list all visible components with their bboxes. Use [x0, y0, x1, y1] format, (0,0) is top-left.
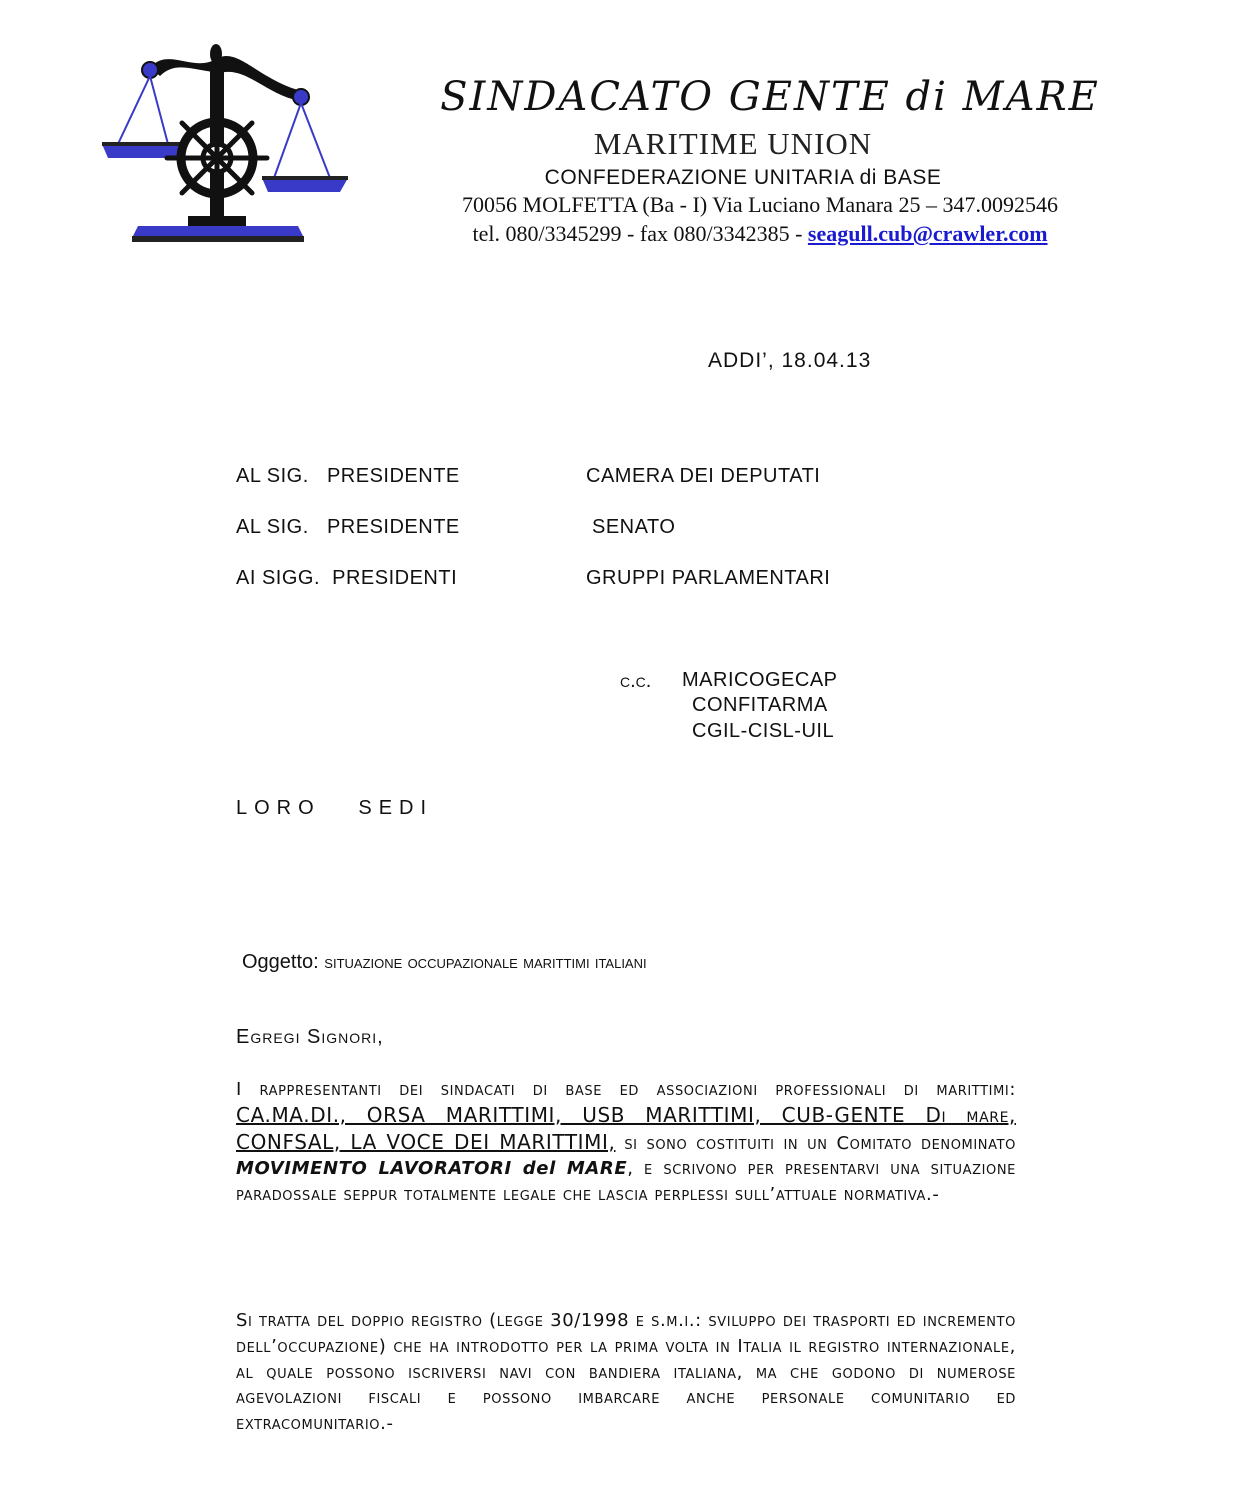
subject-line [242, 951, 647, 974]
recipient-org: SENATO [592, 516, 676, 538]
body-paragraph-1 [236, 1077, 1016, 1208]
cc-label: c.c. [620, 670, 652, 692]
loro-sedi: LORO SEDI [236, 797, 434, 819]
cc-item: MARICOGECAP [682, 669, 838, 691]
paragraph-text: I rappresentanti dei sindacati di base ed associazioni professionali di marittimi: [236, 1079, 1016, 1100]
email-link[interactable]: seagull.cub@crawler.com [807, 221, 1048, 246]
address-line: 70056 MOLFETTA (Ba - I) Via Luciano Manara 25 – 347.0092546 [462, 192, 1058, 217]
recipient-org: CAMERA DEI DEPUTATI [586, 465, 821, 487]
paragraph-text: si sono costituiti in un Comitato denominato [615, 1132, 1016, 1154]
recipient-org: GRUPPI PARLAMENTARI [586, 567, 831, 589]
recipient-role: AI SIGG. PRESIDENTI [236, 567, 458, 589]
greeting: Egregi Signori, [236, 1026, 384, 1048]
cc-item: CGIL-CISL-UIL [692, 720, 835, 742]
phone-fax: tel. 080/3345299 - fax 080/3342385 - [472, 221, 808, 246]
union-logo [98, 40, 350, 246]
recipient-role: AL SIG. PRESIDENTE [236, 516, 460, 538]
confederation-line: CONFEDERAZIONE UNITARIA di BASE [544, 166, 942, 189]
union-subtitle: MARITIME UNION [593, 126, 873, 161]
movement-name: MOVIMENTO LAVORATORI del MARE [236, 1158, 628, 1180]
cc-item: CONFITARMA [692, 694, 828, 716]
letter-date: ADDI’, 18.04.13 [708, 349, 872, 372]
recipient-role: AL SIG. PRESIDENTE [236, 465, 460, 487]
union-title: SINDACATO GENTE di MARE [440, 74, 1100, 120]
organizations-list: CA.MA.DI., ORSA MARITTIMI, USB MARITTIMI, CUB-GENTE Di mare, CONFSAL, LA VOCE DEI MARITTIMI, [236, 1102, 1016, 1154]
subject-label: Oggetto: [242, 951, 319, 973]
subject-text: situazione occupazionale marittimi italiani [324, 952, 647, 973]
contact-line [380, 221, 1140, 247]
body-paragraph-2: Si tratta del doppio registro (legge 30/1998 e s.m.i.: sviluppo dei trasporti ed incremento dell’occupazione) che ha introdotto per la prima volta in Italia il registro internazionale, al quale possono iscriversi navi con bandiera italiana, ma che godono di numerose agevolazioni fiscali e possono imbarcare anche personale comunitario ed extracomunitario.- [236, 1310, 1016, 1435]
paragraph-text: , e scrivono per presentarvi una situazione paradossale seppur totalmente legale che lascia perplessi sull’attuale normativa.- [236, 1158, 1016, 1206]
